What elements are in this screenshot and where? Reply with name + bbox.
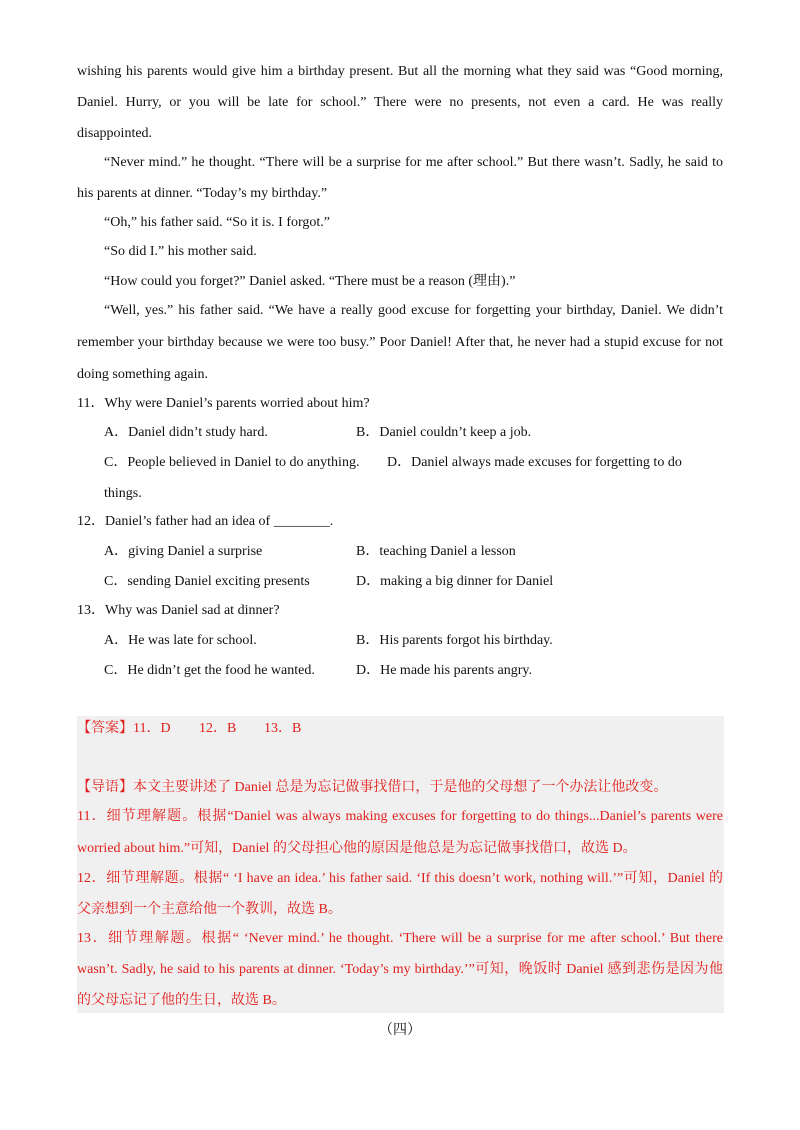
option-a: A．Daniel didn’t study hard.: [104, 425, 268, 440]
passage-line: “So did I.” his mother said.: [104, 244, 257, 259]
guide-text: 【导语】本文主要讲述了 Daniel 总是为忘记做事找借口，于是他的父母想了一个办法让他改变。: [77, 780, 668, 795]
explanation-line: 11．细节理解题。根据“Daniel was always making excuses for forgetting to do things...Daniel’s parents were: [77, 809, 723, 824]
option-d-continued: things.: [104, 486, 142, 501]
answer-item-11: 11．D: [133, 721, 171, 736]
option-d: D．He made his parents angry.: [356, 663, 532, 678]
question-stem: 11．Why were Daniel’s parents worried about him?: [77, 396, 370, 411]
explanation-line: worried about him.”可知，Daniel 的父母担心他的原因是他总是为忘记做事找借口，故选 D。: [77, 841, 637, 856]
explanation-line: wasn’t. Sadly, he said to his parents at dinner. ‘Today’s my birthday.’”可知，晚饭时 Daniel 感到悲伤是因为他: [77, 962, 723, 977]
option-b: B．teaching Daniel a lesson: [356, 544, 516, 559]
question-stem: 12．Daniel’s father had an idea of ________.: [77, 514, 334, 529]
passage-line: wishing his parents would give him a birthday present. But all the morning what they said was “Good morning,: [77, 64, 723, 79]
option-b: B．Daniel couldn’t keep a job.: [356, 425, 532, 440]
option-c: C．People believed in Daniel to do anything.: [104, 455, 360, 470]
passage-line: his parents at dinner. “Today’s my birthday.”: [77, 186, 328, 201]
option-a: A．He was late for school.: [104, 633, 257, 648]
option-d: D．Daniel always made excuses for forgetting to do: [387, 455, 682, 470]
page-number: （四）: [379, 1023, 421, 1038]
option-b: B．His parents forgot his birthday.: [356, 633, 553, 648]
passage-line: “How could you forget?” Daniel asked. “There must be a reason (理由).”: [104, 274, 516, 289]
passage-line: disappointed.: [77, 126, 153, 141]
answer-label: 【答案】: [77, 721, 133, 736]
option-c: C．He didn’t get the food he wanted.: [104, 663, 315, 678]
passage-line: “Well, yes.” his father said. “We have a really good excuse for forgetting your birthday, Daniel. We didn’t: [104, 303, 723, 318]
option-c: C．sending Daniel exciting presents: [104, 574, 310, 589]
answer-item-13: 13．B: [264, 721, 302, 736]
passage-line: “Never mind.” he thought. “There will be a surprise for me after school.” But there wasn’t. Sadly, he said to: [104, 155, 723, 170]
answer-item-12: 12．B: [199, 721, 237, 736]
passage-line: doing something again.: [77, 367, 209, 382]
explanation-line: 父亲想到一个主意给他一个教训，故选 B。: [77, 902, 342, 917]
passage-line: “Oh,” his father said. “So it is. I forgot.”: [104, 215, 331, 230]
question-stem: 13．Why was Daniel sad at dinner?: [77, 603, 280, 618]
option-a: A．giving Daniel a surprise: [104, 544, 263, 559]
passage-line: Daniel. Hurry, or you will be late for school.” There were no presents, not even a card. He was really: [77, 95, 723, 110]
explanation-line: 12．细节理解题。根据“ ‘I have an idea.’ his father said. ‘If this doesn’t work, nothing will.’”可知，Daniel 的: [77, 871, 723, 886]
option-d: D．making a big dinner for Daniel: [356, 574, 554, 589]
explanation-line: 的父母忘记了他的生日，故选 B。: [77, 993, 286, 1008]
explanation-line: 13．细节理解题。根据“ ‘Never mind.’ he thought. ‘There will be a surprise for me after school.’ But there: [77, 931, 723, 946]
passage-line: remember your birthday because we were too busy.” Poor Daniel! After that, he never had a stupid excuse for not: [77, 335, 723, 350]
